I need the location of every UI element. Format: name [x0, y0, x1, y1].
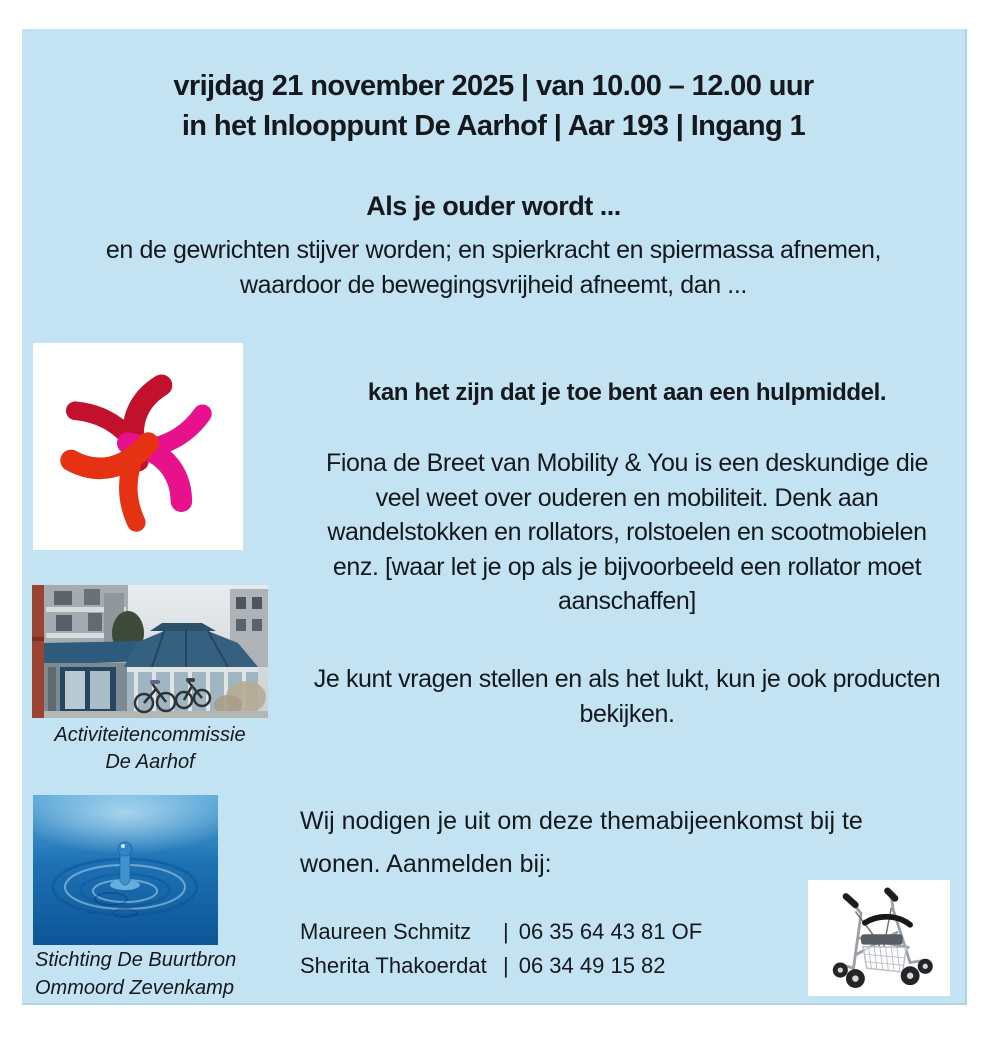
aarhof-entrance-photo: [32, 585, 268, 718]
contact-phone-1: 06 35 64 43 81 OF: [518, 919, 703, 944]
caption-activiteitencommissie: [32, 722, 268, 776]
contact-name-2: Sherita Thakoerdat: [300, 953, 487, 978]
swirl-pinwheel-logo-icon: [40, 349, 236, 545]
caption-water-line-2: Ommoord Zevenkamp: [35, 977, 234, 999]
contact-phone-2: 06 34 49 15 82: [518, 953, 666, 978]
event-location: in het Inlooppunt De Aarhof | Aar 193 | Ingang 1: [181, 110, 806, 142]
caption-buurtbron: [35, 946, 285, 1002]
rollator-photo: [808, 880, 950, 996]
contact-separator-1: |: [503, 919, 509, 944]
caption-water-line-1: Stichting De Buurtbron: [35, 949, 237, 971]
intro-body: [22, 233, 965, 303]
contact-name-1: Maureen Schmitz: [300, 919, 472, 944]
water-drop-photo: [33, 795, 218, 945]
paragraph-questions: Je kunt vragen stellen en als het lukt, kun je ook producten bekijken.: [313, 665, 941, 728]
swirl-logo-box: [33, 343, 243, 550]
contact-row-1: [300, 915, 860, 949]
contact-row-2: [300, 949, 860, 983]
paragraph-expert: Fiona de Breet van Mobility & You is een deskundige die veel weet over ouderen en mobiliteit. Denk aan wandelstokken en rollators, rolstoelen en scootmobielen enz. [waar let je op als je bijvoorbeeld een rollator moet aanschaffen]: [325, 449, 929, 615]
contact-list: [300, 915, 860, 983]
intro-line-1: en de gewrichten stijver worden; en spierkracht en spiermassa afnemen,: [105, 236, 882, 264]
event-header: [22, 66, 965, 146]
intro-title: Als je ouder wordt ...: [366, 191, 621, 221]
contact-separator-2: |: [503, 953, 509, 978]
invitation-text: Wij nodigen je uit om deze themabijeenkomst bij te wonen. Aanmelden bij:: [300, 807, 863, 878]
caption-building-line-1: Activiteitencommissie: [54, 724, 246, 746]
intro-line-2: waardoor de bewegingsvrijheid afneemt, dan ...: [240, 271, 747, 299]
event-datetime: vrijdag 21 november 2025 | van 10.00 – 12.00 uur: [173, 70, 814, 102]
highlight-text: kan het zijn dat je toe bent aan een hulpmiddel.: [367, 379, 887, 406]
caption-building-line-2: De Aarhof: [105, 751, 195, 773]
